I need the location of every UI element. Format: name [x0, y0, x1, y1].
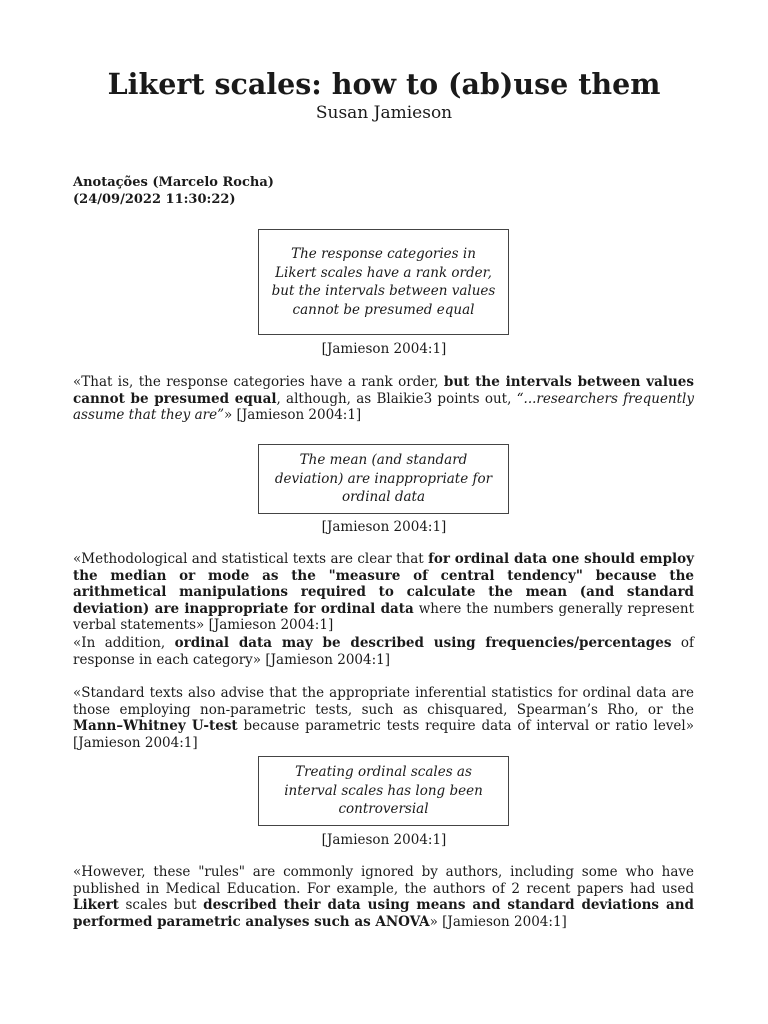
paragraph-text: of response in each category» [Jamieson 2004:1] — [73, 635, 694, 668]
paragraph-text: scales but — [118, 897, 204, 914]
quote-text: The response categories in Likert scales have a rank order, but the intervals between values cannot be presumed equal — [271, 246, 496, 318]
quote-text: Treating ordinal scales as interval scales has long been controversial — [284, 764, 483, 818]
paragraph-emphasis: described their data using means and standard deviations and performed parametric analyses such as ANOVA — [73, 897, 694, 930]
paragraph-text: because parametric tests require data of interval or ratio level» [Jamieson 2004:1] — [73, 718, 694, 751]
quote-citation: [Jamieson 2004:1] — [321, 519, 447, 535]
paragraph-emphasis: Mann–Whitney U-test — [73, 718, 238, 735]
paragraph-emphasis: ordinal data may be described using frequencies/percentages — [174, 635, 672, 651]
paragraph — [73, 374, 694, 424]
document-title: Likert scales: how to (ab)use them — [107, 67, 661, 101]
quote-box — [258, 229, 509, 335]
paragraph-text: where the numbers generally represent verbal statements» [Jamieson 2004:1] — [73, 600, 694, 634]
paragraph-text: «Methodological and statistical texts are clear that — [73, 551, 429, 567]
paragraph-text: «However, these "rules" are commonly ignored by authors, including some who have published in Medical Education. For example, the authors of 2 recent papers had used — [73, 864, 694, 897]
paragraph-emphasis: but the intervals between values cannot be presumed equal — [73, 374, 694, 407]
paragraph-text: «In addition, — [73, 635, 175, 651]
paragraph-text: «That is, the response categories have a rank order, — [73, 374, 444, 390]
annotation-timestamp: (24/09/2022 11:30:22) — [73, 192, 236, 207]
annotation-author: Anotações (Marcelo Rocha) — [73, 175, 274, 190]
quote-text: The mean (and standard deviation) are inappropriate for ordinal data — [274, 452, 493, 506]
document-author: Susan Jamieson — [315, 103, 453, 123]
paragraph-text: «Standard texts also advise that the appropriate inferential statistics for ordinal data are those employing non-parametric tests, such as chisquared, Spearman’s Rho, or the — [73, 685, 694, 718]
quote-citation: [Jamieson 2004:1] — [321, 341, 447, 357]
paragraph-quote: “...researchers frequently assume that they are” — [73, 390, 694, 424]
quote-box — [258, 444, 509, 514]
quote-box — [258, 756, 509, 826]
paragraph — [73, 685, 694, 751]
paragraph-text: , although, as Blaikie3 points out, — [276, 390, 517, 407]
paragraph — [73, 864, 694, 930]
paragraph — [73, 551, 694, 634]
paragraph-citation: » [Jamieson 2004:1] — [224, 407, 362, 424]
paragraph — [73, 635, 694, 668]
paragraph-citation: » [Jamieson 2004:1] — [429, 913, 567, 930]
quote-citation: [Jamieson 2004:1] — [321, 832, 447, 848]
paragraph-emphasis: Likert — [73, 897, 119, 914]
paragraph-emphasis: for ordinal data one should employ the median or mode as the "measure of central tendency" because the arithmetical manipulations required to calculate the mean (and standard deviation) are inappropriate for ordinal data — [73, 551, 694, 617]
annotation-header — [73, 174, 274, 208]
